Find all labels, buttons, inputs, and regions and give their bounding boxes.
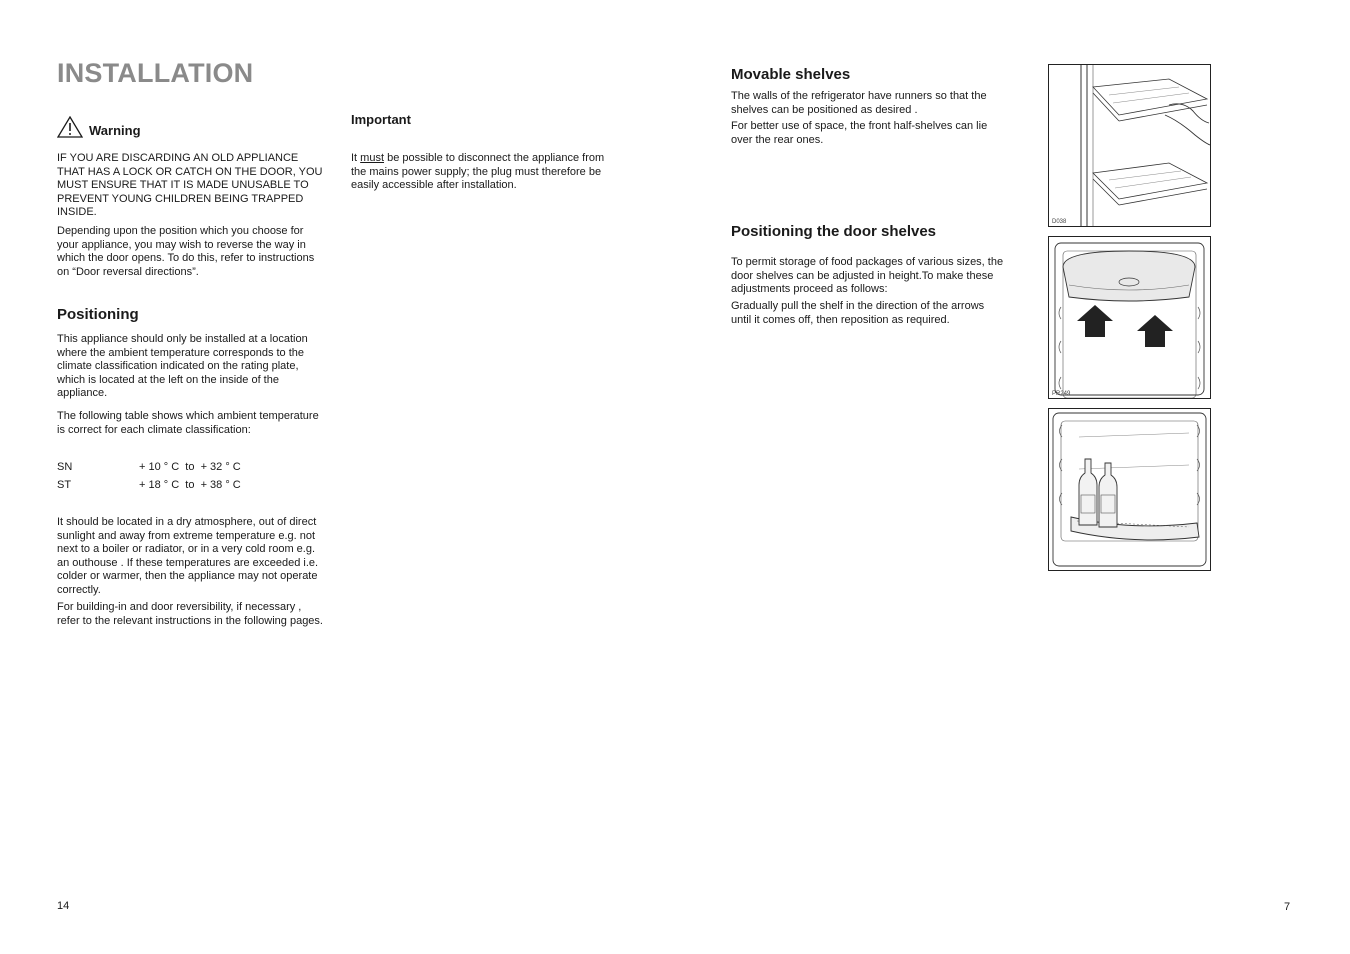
climate-range: + 18 ° C to + 38 ° C <box>139 479 241 491</box>
positioning-p4: For building-in and door reversibility, if necessary , refer to the relevant instructions in the following pages. <box>57 601 323 627</box>
warning-triangle-icon <box>57 116 83 138</box>
important-heading: Important <box>351 112 411 127</box>
door-shelf-drawing <box>1049 237 1210 398</box>
shelf-illustration <box>1048 64 1211 227</box>
door-shelves-p1: To permit storage of food packages of various sizes, the door shelves can be adjusted in height.To make these adjustments proceed as follows: <box>731 256 1004 296</box>
movable-shelves-p2: For better use of space, the front half-shelves can lie over the rear ones. <box>731 120 988 146</box>
warning-heading-row <box>57 116 141 138</box>
important-lead: It <box>351 152 361 164</box>
figure-code: D038 <box>1052 219 1067 225</box>
warning-heading: Warning <box>89 123 141 138</box>
climate-row <box>57 458 325 476</box>
door-shelves-heading: Positioning the door shelves <box>731 223 937 240</box>
arrow-up-icon <box>1137 315 1173 347</box>
movable-shelves-p1: The walls of the refrigerator have runners so that the shelves can be positioned as desired . <box>731 90 987 116</box>
important-emphasis: must <box>360 152 385 164</box>
climate-row <box>57 476 325 494</box>
door-shelves-p2: Gradually pull the shelf in the direction of the arrows until it comes off, then reposition as required. <box>731 300 985 326</box>
bottle-shelf-illustration <box>1048 408 1211 571</box>
door-shelf-illustration <box>1048 236 1211 399</box>
positioning-p2: The following table shows which ambient temperature is correct for each climate classification: <box>57 410 319 436</box>
positioning-p3: It should be located in a dry atmosphere, out of direct sunlight and away from extreme temperature e.g. not next to a boiler or radiator, or in a very cold room e.g. an outhouse . If these temperatures are exceeded i.e. colder or warmer, then the appliance may not operate correctly. <box>57 516 319 596</box>
climate-class: ST <box>57 479 72 491</box>
bottle-shelf-drawing <box>1049 409 1210 570</box>
climate-range: + 10 ° C to + 32 ° C <box>139 461 241 473</box>
page-number-left: 14 <box>57 900 70 912</box>
climate-table <box>57 458 325 494</box>
warning-caps-text: IF YOU ARE DISCARDING AN OLD APPLIANCE THAT HAS A LOCK OR CATCH ON THE DOOR, YOU MUST ENSURE THAT IT IS MADE UNUSABLE TO PREVENT YOUNG CHILDREN BEING TRAPPED INSIDE. <box>57 152 323 219</box>
important-text <box>351 152 621 193</box>
warning-body: Depending upon the position which you choose for your appliance, you may wish to reverse the way in which the door opens. To do this, refer to instructions on “Door reversal directions”. <box>57 225 315 278</box>
arrow-up-icon <box>1077 305 1113 337</box>
figure-code: PR249 <box>1052 391 1071 397</box>
page-title: INSTALLATION <box>57 58 254 88</box>
positioning-heading: Positioning <box>57 306 139 323</box>
shelf-drawing <box>1049 65 1210 226</box>
important-rest: be possible to disconnect the appliance from the mains power supply; the plug must therefore be easily accessible after installation. <box>351 152 605 192</box>
movable-shelves-heading: Movable shelves <box>731 66 851 83</box>
page-number-right: 7 <box>1284 901 1291 913</box>
climate-class: SN <box>57 461 73 473</box>
positioning-p1: This appliance should only be installed at a location where the ambient temperature corresponds to the climate classification indicated on the rating plate, which is located at the left on the inside of the appliance. <box>57 333 308 400</box>
